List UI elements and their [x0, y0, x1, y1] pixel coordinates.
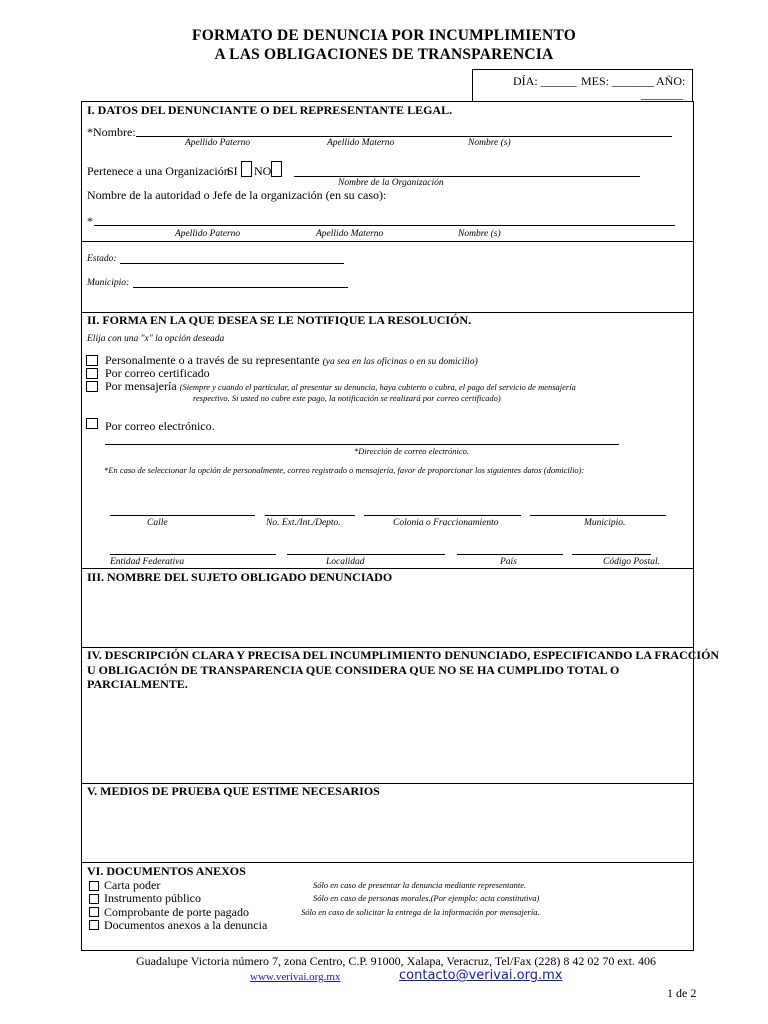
date-year-field[interactable]: AÑO: [656, 74, 686, 88]
option-hint: Elija con una "x" la opción deseada [87, 334, 225, 344]
name-input-line[interactable] [136, 136, 672, 137]
authority-star: * [87, 214, 93, 228]
opt-courier-label [105, 379, 576, 394]
section4-input-area[interactable] [87, 696, 687, 780]
section2-title: II. FORMA EN LA QUE DESEA SE LE NOTIFIQUE LA RESOLUCIÓN. [87, 313, 472, 327]
addr-colonia-label: Colonia o Fraccionamiento [393, 518, 499, 528]
addr-entidad-label: Entidad Federativa [110, 557, 185, 567]
opt-personal-checkbox[interactable] [86, 355, 98, 366]
municipio-label: Municipio: [87, 278, 130, 288]
email-sub: *Dirección de correo electrónico. [354, 446, 470, 456]
addr-municipio-line[interactable] [530, 515, 666, 516]
sub-nombres: Nombre (s) [468, 138, 511, 148]
divider [82, 568, 693, 569]
address-note: *En caso de seleccionar la opción de personalmente, correo registrado o mensajería, favor de proporcionar los siguientes datos (domicilio): [104, 465, 585, 475]
estado-label: Estado: [87, 254, 117, 264]
addr-calle-line[interactable] [110, 515, 255, 516]
addr-entidad-line[interactable] [110, 554, 276, 555]
opt-personal-text: Personalmente o a través de su representante [105, 353, 320, 367]
sub-apellido-materno-2: Apellido Materno [316, 229, 384, 239]
section5-title: V. MEDIOS DE PRUEBA QUE ESTIME NECESARIOS [87, 784, 380, 798]
sub-org-name: Nombre de la Organización [338, 178, 444, 188]
opt-courier-checkbox[interactable] [86, 381, 98, 392]
addr-cp-label: Código Postal. [603, 557, 661, 567]
opt-email-checkbox[interactable] [86, 418, 98, 429]
doc-comprobante-note: Sólo en caso de solicitar la entrega de la información por mensajería. [301, 907, 540, 917]
footer-email-link[interactable]: contacto@verivai.org.mx [399, 968, 563, 983]
addr-no-label: No. Ext./Int./Depto. [266, 518, 341, 528]
date-box [472, 69, 693, 102]
doc-comprobante-checkbox[interactable] [89, 907, 99, 917]
document-title-line2: A LAS OBLIGACIONES DE TRANSPARENCIA [214, 46, 554, 63]
sub-nombres-2: Nombre (s) [458, 229, 501, 239]
doc-instrumento-note: Sólo en caso de personas morales.(Por ejemplo: acta constitutiva) [313, 893, 540, 903]
doc-carta-poder-label: Carta poder [104, 878, 161, 892]
authority-label: Nombre de la autoridad o Jefe de la organización (en su caso): [87, 188, 387, 202]
date-month-field[interactable]: MES: _______ [581, 74, 655, 88]
doc-comprobante-label: Comprobante de porte pagado [104, 905, 249, 919]
opt-certified-checkbox[interactable] [86, 368, 98, 379]
doc-carta-poder-checkbox[interactable] [89, 881, 99, 891]
addr-pais-label: País [500, 557, 517, 567]
name-label: *Nombre: [87, 125, 136, 139]
addr-municipio-label: Municipio. [584, 518, 626, 528]
addr-no-line[interactable] [265, 515, 355, 516]
section1-title: I. DATOS DEL DENUNCIANTE O DEL REPRESENTANTE LEGAL. [87, 103, 453, 117]
addr-localidad-line[interactable] [287, 554, 445, 555]
org-label: Pertenece a una Organización [87, 164, 230, 178]
opt-personal-note: (ya sea en las oficinas o en su domicilio) [322, 357, 478, 367]
email-input-line[interactable] [105, 444, 619, 445]
org-no-label: NO [254, 164, 272, 178]
doc-anexos-checkbox[interactable] [89, 920, 99, 930]
municipio-input-line[interactable] [133, 287, 348, 288]
sub-apellido-materno: Apellido Materno [327, 138, 395, 148]
section4-title-line2: U OBLIGACIÓN DE TRANSPARENCIA QUE CONSIDERA QUE NO SE HA CUMPLIDO TOTAL O [87, 663, 620, 677]
sub-apellido-paterno: Apellido Paterno [185, 138, 251, 148]
section4-title-line3: PARCIALMENTE. [87, 677, 188, 691]
opt-courier-note1: (Siempre y cuando el particular, al presentar su denuncia, haya cubierto o cubra, el pago del servicio de mensajería [179, 382, 576, 392]
doc-instrumento-label: Instrumento público [104, 891, 201, 905]
addr-cp-line[interactable] [572, 554, 651, 555]
divider [82, 862, 693, 863]
footer-website-link[interactable]: www.verivai.org.mx [250, 971, 341, 983]
section4-title-line1: IV. DESCRIPCIÓN CLARA Y PRECISA DEL INCUMPLIMIENTO DENUNCIADO, ESPECIFICANDO LA FRACCIÓN [87, 648, 720, 662]
org-si-checkbox[interactable] [241, 161, 252, 177]
doc-anexos-label: Documentos anexos a la denuncia [104, 918, 268, 932]
estado-input-line[interactable] [120, 263, 344, 264]
doc-instrumento-checkbox[interactable] [89, 894, 99, 904]
addr-pais-line[interactable] [457, 554, 563, 555]
addr-localidad-label: Localidad [326, 557, 365, 567]
opt-courier-note2: respectivo. Si usted no cubre este pago, la notificación se realizará por correo certificado) [193, 393, 501, 403]
org-no-checkbox[interactable] [271, 161, 282, 177]
addr-calle-label: Calle [147, 518, 168, 528]
divider [82, 241, 693, 242]
page-number: 1 de 2 [667, 986, 697, 1000]
date-year-line[interactable]: _______ [641, 87, 683, 101]
document-title-line1: FORMATO DE DENUNCIA POR INCUMPLIMIENTO [192, 27, 576, 44]
doc-carta-poder-note: Sólo en caso de presentar la denuncia mediante representante. [313, 880, 527, 890]
section3-title: III. NOMBRE DEL SUJETO OBLIGADO DENUNCIADO [87, 570, 393, 584]
opt-courier-text: Por mensajería [105, 379, 177, 393]
opt-certified-label: Por correo certificado [105, 366, 210, 380]
org-name-line[interactable] [294, 176, 640, 177]
section3-input-area[interactable] [87, 588, 687, 640]
authority-input-line[interactable] [94, 225, 675, 226]
addr-colonia-line[interactable] [364, 515, 521, 516]
section6-title: VI. DOCUMENTOS ANEXOS [87, 864, 246, 878]
footer-address: Guadalupe Victoria número 7, zona Centro, C.P. 91000, Xalapa, Veracruz, Tel/Fax (228) 8 42 02 70 ext. 406 [136, 954, 656, 968]
sub-apellido-paterno-2: Apellido Paterno [175, 229, 241, 239]
opt-email-label: Por correo electrónico. [105, 419, 215, 433]
form-frame [81, 101, 720, 951]
org-si-label: SI [227, 164, 238, 178]
section5-input-area[interactable] [87, 802, 687, 858]
date-day-field[interactable]: DÍA: ______ [513, 74, 577, 88]
